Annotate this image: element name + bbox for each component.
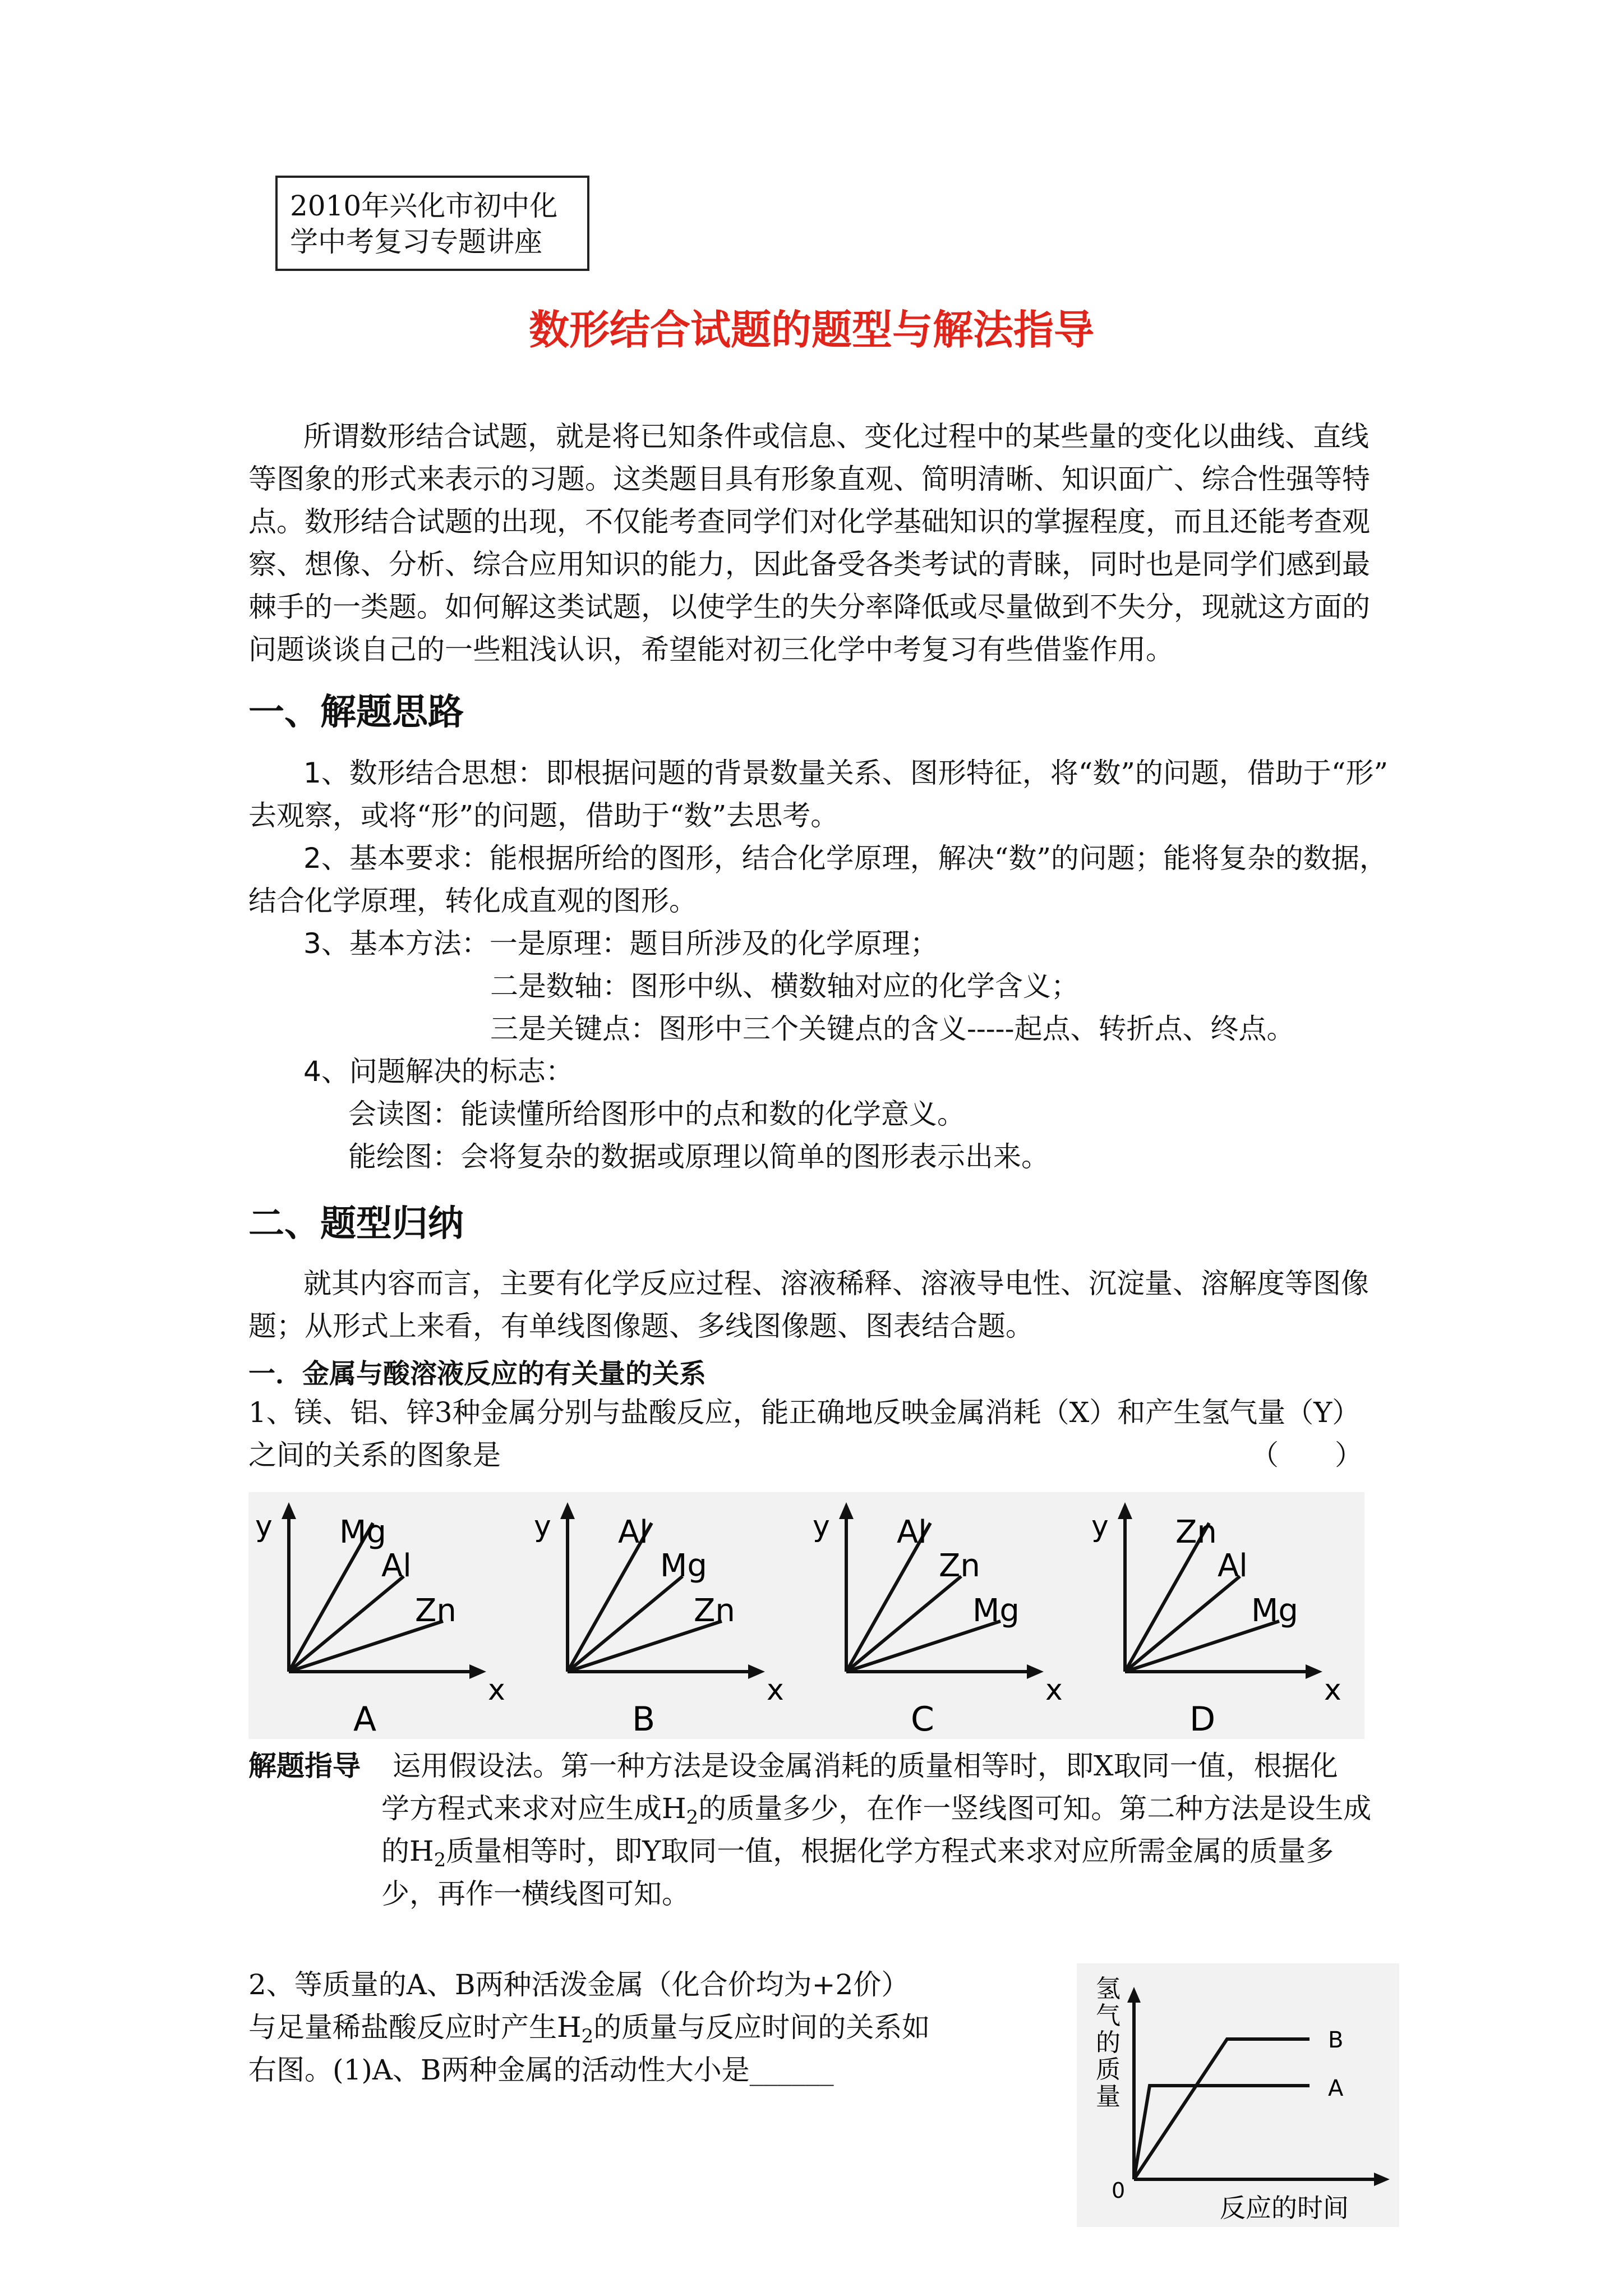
q1-chart-B-letter: B [632,1700,656,1739]
s1-item1: 1、数形结合思想：即根据问题的背景数量关系、图形特征，将“数”的问题，借助于“形” [303,757,1389,789]
q1-chart-B-line-2 [568,1576,683,1672]
section1-heading: 一、解题思路 [248,692,464,733]
q1-line-2: 之间的关系的图象是 [248,1439,501,1471]
s1-item2: 2、基本要求：能根据所给的图形，结合化学原理，解决“数”的问题；能将复杂的数据， [303,842,1387,875]
q2-ylabel-char-5: 量 [1096,2082,1121,2111]
q2-ylabel-char-3: 的 [1096,2028,1121,2057]
intro-line-5: 棘手的一类题。如何解这类试题，以使学生的失分率降低或尽量做到不失分，现就这方面的 [248,591,1370,623]
s1-item3: 3、基本方法：一是原理：题目所涉及的化学原理； [303,927,938,960]
q1-chart-D-label-1: Zn [1175,1514,1217,1550]
q2-series-a-label: A [1328,2076,1344,2101]
q2-line-3: 右图。(1)A、B两种金属的活动性大小是______ [248,2054,834,2086]
q1-chart-D-label-2: Al [1218,1548,1248,1584]
q1-chart-C-xlabel: x [1045,1673,1063,1707]
q2-ylabel-char-1: 氢 [1096,1975,1121,2003]
q1-chart-B-y-arrow [560,1502,575,1519]
q2-line-1: 2、等质量的A、B两种活泼金属（化合价均为+2价） [248,1968,910,2001]
q1-chart-A-letter: A [353,1700,377,1739]
q2-y-arrow [1127,1987,1141,2003]
q1-chart-D-ylabel: y [1091,1510,1109,1543]
q1-chart-A-line-2 [289,1576,404,1672]
q2-series-b-label: B [1328,2027,1344,2053]
q1-chart-A-label-2: Al [381,1548,412,1584]
q2-ylabel-char-2: 气 [1096,2001,1121,2030]
q1-chart-B-label-2: Mg [660,1548,707,1584]
q1-answer-paren: （ ） [1251,1439,1363,1471]
s1-item4: 4、问题解决的标志： [303,1055,574,1088]
intro-line-1: 所谓数形结合试题，就是将已知条件或信息、变化过程中的某些量的变化以曲线、直线 [303,420,1369,453]
guide-label: 解题指导 [248,1749,361,1782]
q1-chart-A-label-1: Mg [339,1514,386,1550]
intro-line-3: 点。数形结合试题的出现，不仅能考查同学们对化学基础知识的掌握程度，而且还能考查观 [248,505,1370,538]
q1-chart-B-label-3: Zn [694,1593,735,1629]
guide-line-2: 学方程式来求对应生成$H_2$的质量多少，在作一竖线图可知。第二种方法是设生成 [381,1792,1372,1829]
q1-chart-C-label-3: Mg [972,1593,1020,1629]
q1-chart-D-xlabel: x [1324,1673,1341,1707]
section2-heading: 二、题型归纳 [248,1203,464,1245]
q1-chart-A-y-arrow [282,1502,296,1519]
intro-line-2: 等图象的形式来表示的习题。这类题目具有形象直观、简明清晰、知识面广、综合性强等特 [248,463,1370,495]
q1-chart-B-x-arrow [748,1664,765,1679]
q1-chart-D-label-3: Mg [1251,1593,1298,1629]
q1-chart-A-label-3: Zn [415,1593,457,1629]
guide-line-3: 的$H_2$质量相等时，即Y取同一值，根据化学方程式来求对应所需金属的质量多 [381,1835,1334,1871]
q1-chart-B-label-1: Al [618,1514,648,1550]
q1-charts-svg [248,1492,1364,1739]
q1-chart-A-x-arrow [469,1664,486,1679]
q1-chart-A-ylabel: y [255,1510,273,1543]
s2-intro-2: 题；从形式上来看，有单线图像题、多线图像题、图表结合题。 [248,1310,1034,1342]
q2-origin-label: 0 [1112,2178,1126,2203]
q1-chart-C-line-2 [846,1576,961,1672]
q1-chart-C-label-1: Al [897,1514,927,1550]
s2-subheading-1: 一．金属与酸溶液反应的有关量的关系 [248,1358,707,1389]
series-header-box [275,176,589,271]
s1-item3-b: 二是数轴：图形中纵、横数轴对应的化学含义； [490,970,1079,1002]
series-header-line1: 2010年兴化市初中化 [290,190,558,222]
q1-chart-D-y-arrow [1118,1502,1132,1519]
q1-chart-D-line-2 [1125,1576,1240,1672]
s1-item4-read: 会读图：能读懂所给图形中的点和数的化学意义。 [348,1098,965,1130]
q2-series-b-line [1134,2039,1310,2179]
q1-chart-D-letter: D [1189,1700,1216,1739]
page-title: 数形结合试题的题型与解法指导 [528,306,1094,353]
q1-chart-C-y-arrow [839,1502,854,1519]
q1-chart-C-label-2: Zn [939,1548,980,1584]
q1-chart-C-letter: C [911,1700,934,1739]
q1-chart-A-xlabel: x [488,1673,505,1707]
intro-line-6: 问题谈谈自己的一些粗浅认识，希望能对初三化学中考复习有些借鉴作用。 [248,633,1174,666]
s1-item4-draw: 能绘图：会将复杂的数据或原理以简单的图形表示出来。 [348,1140,1049,1173]
q2-ylabel-char-4: 质 [1096,2055,1121,2084]
q1-chart-strip [248,1492,1364,1739]
s1-item3-c: 三是关键点：图形中三个关键点的含义-----起点、转折点、终点。 [490,1013,1295,1045]
q1-chart-B-xlabel: x [767,1673,784,1707]
q2-xlabel: 反应的时间 [1220,2193,1349,2223]
intro-line-4: 察、想像、分析、综合应用知识的能力，因此备受各类考试的青睐，同时也是同学们感到最 [248,548,1370,581]
q2-line-2: 与足量稀盐酸反应时产生$H_2$的质量与反应时间的关系如 [248,2011,930,2047]
series-header-line2: 学中考复习专题讲座 [290,226,542,258]
q1-line-1: 1、镁、铝、锌3种金属分别与盐酸反应，能正确地反映金属消耗（X）和产生氢气量（Y） [248,1396,1361,1429]
q2-x-arrow [1374,2173,1390,2186]
guide-line-4: 少，再作一横线图可知。 [381,1878,690,1910]
guide-line-1: 运用假设法。第一种方法是设金属消耗的质量相等时，即X取同一值，根据化 [393,1750,1338,1782]
q1-chart-C-x-arrow [1027,1664,1044,1679]
s1-item1-cont: 去观察，或将“形”的问题，借助于“数”去思考。 [248,799,839,832]
q2-chart [1077,1963,1399,2227]
q1-chart-D-x-arrow [1306,1664,1322,1679]
q1-chart-C-ylabel: y [813,1510,830,1543]
s2-intro-1: 就其内容而言，主要有化学反应过程、溶液稀释、溶液导电性、沉淀量、溶解度等图像 [303,1267,1369,1300]
q2-series-a-line [1134,2086,1310,2179]
s1-item2-cont: 结合化学原理，转化成直观的图形。 [248,885,697,917]
q1-chart-B-ylabel: y [534,1510,551,1543]
